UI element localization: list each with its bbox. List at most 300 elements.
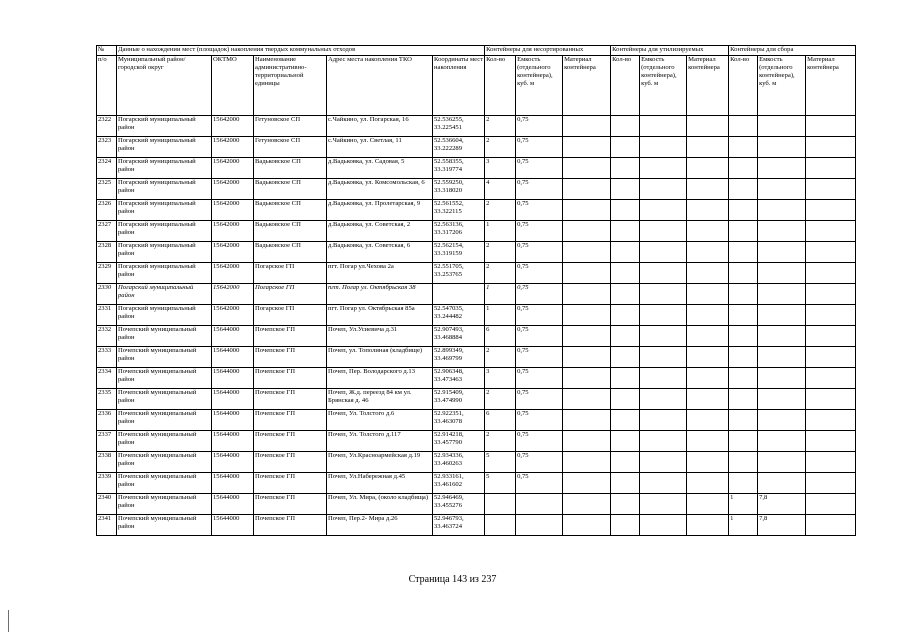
recyclable-count xyxy=(611,263,640,284)
unit-cell: Почепское ГП xyxy=(254,473,327,494)
collection-count xyxy=(729,158,758,179)
row-number: 2341 xyxy=(97,515,117,536)
coords-cell: 52.558355, 33.319774 xyxy=(433,158,485,179)
header-num: № xyxy=(97,46,117,56)
coords-cell: 52.563136, 33.317206 xyxy=(433,221,485,242)
recyclable-material xyxy=(687,263,729,284)
oktmo-cell: 15644000 xyxy=(212,473,254,494)
header-cell: Емкость (отдельного контейнера), куб. м xyxy=(758,56,806,116)
row-number: 2332 xyxy=(97,326,117,347)
collection-count xyxy=(729,263,758,284)
coords-cell: 52.914218, 33.457790 xyxy=(433,431,485,452)
collection-capacity: 7,8 xyxy=(758,494,806,515)
unsorted-count: 6 xyxy=(485,410,516,431)
row-number: 2337 xyxy=(97,431,117,452)
recyclable-material xyxy=(687,326,729,347)
recyclable-count xyxy=(611,347,640,368)
header-cell: Адрес места накопления ТКО xyxy=(327,56,433,116)
unit-cell: Вадьковское СП xyxy=(254,221,327,242)
recyclable-count xyxy=(611,326,640,347)
collection-material xyxy=(806,242,856,263)
collection-material xyxy=(806,347,856,368)
collection-capacity xyxy=(758,242,806,263)
recyclable-capacity xyxy=(640,179,687,200)
row-number: 2326 xyxy=(97,200,117,221)
row-number: 2331 xyxy=(97,305,117,326)
header-cell: Кол-во xyxy=(611,56,640,116)
unsorted-count: 2 xyxy=(485,242,516,263)
row-number: 2330 xyxy=(97,284,117,305)
district-cell: Почепский муниципальный район xyxy=(117,410,212,431)
collection-count xyxy=(729,116,758,137)
coords-cell: 52.934336, 33.460263 xyxy=(433,452,485,473)
table-row xyxy=(97,410,856,431)
collection-capacity xyxy=(758,179,806,200)
table-row xyxy=(97,179,856,200)
coords-cell: 52.551705, 33.253765 xyxy=(433,263,485,284)
collection-material xyxy=(806,368,856,389)
unsorted-count: 2 xyxy=(485,431,516,452)
collection-material xyxy=(806,431,856,452)
collection-count: 1 xyxy=(729,494,758,515)
unit-cell: Вадьковское СП xyxy=(254,242,327,263)
recyclable-material xyxy=(687,389,729,410)
recyclable-capacity xyxy=(640,221,687,242)
address-cell: пгт. Погар ул. Октябрьская 85а xyxy=(327,305,433,326)
oktmo-cell: 15642000 xyxy=(212,137,254,158)
header-cell: Кол-во xyxy=(729,56,758,116)
recyclable-material xyxy=(687,200,729,221)
recyclable-material xyxy=(687,116,729,137)
collection-count xyxy=(729,431,758,452)
unsorted-material xyxy=(563,389,611,410)
collection-count xyxy=(729,452,758,473)
address-cell: Почеп, Ул.Набережная д.45 xyxy=(327,473,433,494)
table-row xyxy=(97,368,856,389)
unsorted-capacity: 0,75 xyxy=(516,389,563,410)
unit-cell: Почепское ГП xyxy=(254,410,327,431)
collection-capacity xyxy=(758,326,806,347)
row-number: 2336 xyxy=(97,410,117,431)
header-cell: Муниципальный район/городской округ xyxy=(117,56,212,116)
row-number: 2323 xyxy=(97,137,117,158)
district-cell: Почепский муниципальный район xyxy=(117,326,212,347)
unsorted-capacity: 0,75 xyxy=(516,263,563,284)
header-cell: Материал контейнера xyxy=(806,56,856,116)
oktmo-cell: 15642000 xyxy=(212,263,254,284)
recyclable-capacity xyxy=(640,431,687,452)
recyclable-count xyxy=(611,200,640,221)
recyclable-material xyxy=(687,242,729,263)
recyclable-material xyxy=(687,137,729,158)
row-number: 2340 xyxy=(97,494,117,515)
district-cell: Погарский муниципальный район xyxy=(117,305,212,326)
address-cell: Почеп, Ул.Усиевича д.31 xyxy=(327,326,433,347)
address-cell: д.Вадьковка, ул. Советская, 2 xyxy=(327,221,433,242)
oktmo-cell: 15644000 xyxy=(212,452,254,473)
recyclable-capacity xyxy=(640,116,687,137)
unsorted-count: 2 xyxy=(485,389,516,410)
unsorted-capacity: 0,75 xyxy=(516,221,563,242)
unsorted-capacity: 0,75 xyxy=(516,452,563,473)
collection-count xyxy=(729,200,758,221)
unsorted-count: 5 xyxy=(485,473,516,494)
unsorted-capacity xyxy=(516,515,563,536)
unsorted-count: 2 xyxy=(485,137,516,158)
recyclable-material xyxy=(687,221,729,242)
coords-cell: 52.559250, 33.318020 xyxy=(433,179,485,200)
table-row xyxy=(97,431,856,452)
table-row xyxy=(97,263,856,284)
address-cell: с.Чайкино, ул. Погарская, 16 xyxy=(327,116,433,137)
unsorted-capacity: 0,75 xyxy=(516,200,563,221)
collection-capacity xyxy=(758,452,806,473)
table-row xyxy=(97,116,856,137)
collection-capacity xyxy=(758,410,806,431)
header-location-group: Данные о нахождении мест (площадок) накопления твердых коммунальных отходов xyxy=(117,46,485,56)
unit-cell: Гетуновское СП xyxy=(254,137,327,158)
footer-page-total: 237 xyxy=(481,574,497,585)
table-row xyxy=(97,494,856,515)
collection-count xyxy=(729,284,758,305)
district-cell: Почепский муниципальный район xyxy=(117,347,212,368)
collection-material xyxy=(806,179,856,200)
unit-cell: Почепское ГП xyxy=(254,389,327,410)
header-row-top xyxy=(97,46,856,56)
row-number: 2327 xyxy=(97,221,117,242)
unsorted-count: 1 xyxy=(485,284,516,305)
oktmo-cell: 15644000 xyxy=(212,368,254,389)
unsorted-count: 3 xyxy=(485,368,516,389)
collection-capacity xyxy=(758,137,806,158)
collection-capacity xyxy=(758,284,806,305)
unsorted-material xyxy=(563,347,611,368)
address-cell: пгт. Погар ул.Чехова 2а xyxy=(327,263,433,284)
recyclable-capacity xyxy=(640,263,687,284)
unit-cell: Почепское ГП xyxy=(254,347,327,368)
recyclable-capacity xyxy=(640,284,687,305)
collection-count xyxy=(729,368,758,389)
recyclable-count xyxy=(611,410,640,431)
unit-cell: Вадьковское СП xyxy=(254,158,327,179)
recyclable-material xyxy=(687,158,729,179)
oktmo-cell: 15644000 xyxy=(212,389,254,410)
table-row xyxy=(97,347,856,368)
coords-cell: 52.547035, 33.244482 xyxy=(433,305,485,326)
unsorted-count xyxy=(485,494,516,515)
row-number: 2324 xyxy=(97,158,117,179)
recyclable-count xyxy=(611,452,640,473)
recyclable-count xyxy=(611,431,640,452)
header-cell: п/о xyxy=(97,56,117,116)
recyclable-count xyxy=(611,494,640,515)
unsorted-count: 1 xyxy=(485,221,516,242)
collection-material xyxy=(806,263,856,284)
row-number: 2339 xyxy=(97,473,117,494)
footer-of-word: из xyxy=(469,574,479,585)
oktmo-cell: 15642000 xyxy=(212,221,254,242)
coords-cell: 52.906348, 33.473463 xyxy=(433,368,485,389)
unsorted-capacity: 0,75 xyxy=(516,137,563,158)
collection-capacity xyxy=(758,116,806,137)
header-cell: ОКТМО xyxy=(212,56,254,116)
oktmo-cell: 15642000 xyxy=(212,179,254,200)
table-row xyxy=(97,389,856,410)
recyclable-material xyxy=(687,284,729,305)
unit-cell: Вадьковское СП xyxy=(254,200,327,221)
recyclable-capacity xyxy=(640,305,687,326)
recyclable-capacity xyxy=(640,494,687,515)
collection-count xyxy=(729,221,758,242)
unit-cell: Погарское ГП xyxy=(254,284,327,305)
row-number: 2328 xyxy=(97,242,117,263)
oktmo-cell: 15644000 xyxy=(212,347,254,368)
unit-cell: Почепское ГП xyxy=(254,494,327,515)
unsorted-capacity: 0,75 xyxy=(516,326,563,347)
table-row xyxy=(97,221,856,242)
coords-cell: 52.907493, 33.468884 xyxy=(433,326,485,347)
coords-cell: 52.915409, 33.474990 xyxy=(433,389,485,410)
oktmo-cell: 15642000 xyxy=(212,158,254,179)
collection-capacity xyxy=(758,347,806,368)
unsorted-capacity: 0,75 xyxy=(516,347,563,368)
table-row xyxy=(97,515,856,536)
footer-page-number: 143 xyxy=(452,574,468,585)
coords-cell: 52.561552, 33.322115 xyxy=(433,200,485,221)
table-row xyxy=(97,473,856,494)
unsorted-count: 5 xyxy=(485,452,516,473)
recyclable-capacity xyxy=(640,200,687,221)
unit-cell: Почепское ГП xyxy=(254,368,327,389)
collection-material xyxy=(806,326,856,347)
coords-cell: 52.536604, 33.222289 xyxy=(433,137,485,158)
table-row xyxy=(97,305,856,326)
address-cell: Почеп, Ул. Толстого д.6 xyxy=(327,410,433,431)
recyclable-capacity xyxy=(640,347,687,368)
district-cell: Погарский муниципальный район xyxy=(117,179,212,200)
recyclable-count xyxy=(611,242,640,263)
coords-cell: 52.899349, 33.469799 xyxy=(433,347,485,368)
recyclable-count xyxy=(611,221,640,242)
table-row xyxy=(97,242,856,263)
collection-count xyxy=(729,347,758,368)
header-cell: Емкость (отдельного контейнера), куб. м xyxy=(640,56,687,116)
table-row xyxy=(97,326,856,347)
recyclable-capacity xyxy=(640,242,687,263)
collection-capacity xyxy=(758,263,806,284)
recyclable-material xyxy=(687,368,729,389)
district-cell: Почепский муниципальный район xyxy=(117,452,212,473)
district-cell: Погарский муниципальный район xyxy=(117,263,212,284)
recyclable-material xyxy=(687,515,729,536)
address-cell: д.Вадьковка, ул. Советская, 6 xyxy=(327,242,433,263)
header-cell: Емкость (отдельного контейнера), куб. м xyxy=(516,56,563,116)
collection-count xyxy=(729,242,758,263)
unsorted-material xyxy=(563,179,611,200)
address-cell: Почеп, Пер.2- Мира д.26 xyxy=(327,515,433,536)
unsorted-material xyxy=(563,368,611,389)
unsorted-count: 3 xyxy=(485,158,516,179)
row-number: 2335 xyxy=(97,389,117,410)
recyclable-capacity xyxy=(640,368,687,389)
unit-cell: Почепское ГП xyxy=(254,515,327,536)
header-cell: Кол-во xyxy=(485,56,516,116)
collection-material xyxy=(806,305,856,326)
collection-material xyxy=(806,452,856,473)
coords-cell: 52.922351, 33.463078 xyxy=(433,410,485,431)
unit-cell: Погарское ГП xyxy=(254,305,327,326)
oktmo-cell: 15642000 xyxy=(212,284,254,305)
unsorted-capacity: 0,75 xyxy=(516,179,563,200)
oktmo-cell: 15642000 xyxy=(212,305,254,326)
collection-material xyxy=(806,158,856,179)
unsorted-count: 1 xyxy=(485,305,516,326)
collection-capacity xyxy=(758,389,806,410)
unsorted-material xyxy=(563,473,611,494)
address-cell: д.Вадьковка, ул. Комсомольская, 6 xyxy=(327,179,433,200)
unsorted-material xyxy=(563,305,611,326)
coords-cell xyxy=(433,284,485,305)
page-footer xyxy=(0,574,905,585)
unsorted-material xyxy=(563,326,611,347)
header-cell: Наименование административно-территориальной единицы xyxy=(254,56,327,116)
collection-material xyxy=(806,389,856,410)
district-cell: Почепский муниципальный район xyxy=(117,431,212,452)
unit-cell: Почепское ГП xyxy=(254,431,327,452)
district-cell: Почепский муниципальный район xyxy=(117,368,212,389)
table-row xyxy=(97,284,856,305)
unsorted-material xyxy=(563,515,611,536)
recyclable-material xyxy=(687,431,729,452)
scan-edge-mark xyxy=(8,610,9,632)
unit-cell: Вадьковское СП xyxy=(254,179,327,200)
address-cell: д.Вадьковка, ул. Садовая, 5 xyxy=(327,158,433,179)
district-cell: Почепский муниципальный район xyxy=(117,389,212,410)
collection-material xyxy=(806,284,856,305)
unsorted-material xyxy=(563,200,611,221)
recyclable-material xyxy=(687,452,729,473)
collection-capacity xyxy=(758,473,806,494)
oktmo-cell: 15644000 xyxy=(212,494,254,515)
recyclable-count xyxy=(611,368,640,389)
header-group-collection: Контейнеры для сбора xyxy=(729,46,856,56)
address-cell: Почеп, Ул.Красноармейская д.19 xyxy=(327,452,433,473)
collection-count xyxy=(729,389,758,410)
recyclable-material xyxy=(687,473,729,494)
row-number: 2334 xyxy=(97,368,117,389)
unsorted-material xyxy=(563,263,611,284)
unsorted-material xyxy=(563,221,611,242)
recyclable-capacity xyxy=(640,473,687,494)
collection-count xyxy=(729,410,758,431)
district-cell: Погарский муниципальный район xyxy=(117,284,212,305)
unsorted-capacity: 0,75 xyxy=(516,284,563,305)
address-cell: д.Вадьковка, ул. Пролетарская, 9 xyxy=(327,200,433,221)
recyclable-material xyxy=(687,305,729,326)
unit-cell: Гетуновское СП xyxy=(254,116,327,137)
unsorted-count: 4 xyxy=(485,179,516,200)
unsorted-count: 2 xyxy=(485,347,516,368)
row-number: 2325 xyxy=(97,179,117,200)
collection-capacity xyxy=(758,221,806,242)
district-cell: Погарский муниципальный район xyxy=(117,242,212,263)
unsorted-capacity: 0,75 xyxy=(516,116,563,137)
address-cell: Почеп, Пер. Володарского д.13 xyxy=(327,368,433,389)
recyclable-material xyxy=(687,179,729,200)
collection-count xyxy=(729,305,758,326)
recyclable-material xyxy=(687,494,729,515)
row-number: 2322 xyxy=(97,116,117,137)
unsorted-count: 2 xyxy=(485,116,516,137)
registry-rows xyxy=(97,116,856,536)
collection-capacity xyxy=(758,305,806,326)
header-group-unsorted: Контейнеры для несортированных xyxy=(485,46,611,56)
district-cell: Погарский муниципальный район xyxy=(117,116,212,137)
table-row xyxy=(97,158,856,179)
header-cell: Материал контейнера xyxy=(563,56,611,116)
oktmo-cell: 15642000 xyxy=(212,242,254,263)
address-cell: Почеп, Ж.д. переезд 84 км ул. Брянская д. 46 xyxy=(327,389,433,410)
district-cell: Почепский муниципальный район xyxy=(117,473,212,494)
unsorted-capacity: 0,75 xyxy=(516,158,563,179)
coords-cell: 52.946469, 33.455276 xyxy=(433,494,485,515)
coords-cell: 52.536255, 33.225451 xyxy=(433,116,485,137)
registry-table xyxy=(96,45,856,536)
unit-cell: Почепское ГП xyxy=(254,452,327,473)
unsorted-material xyxy=(563,158,611,179)
collection-capacity xyxy=(758,368,806,389)
table-row xyxy=(97,452,856,473)
recyclable-count xyxy=(611,158,640,179)
oktmo-cell: 15644000 xyxy=(212,410,254,431)
collection-material xyxy=(806,200,856,221)
collection-count xyxy=(729,179,758,200)
unsorted-material xyxy=(563,284,611,305)
row-number: 2338 xyxy=(97,452,117,473)
recyclable-capacity xyxy=(640,452,687,473)
unsorted-count: 6 xyxy=(485,326,516,347)
recyclable-count xyxy=(611,284,640,305)
district-cell: Почепский муниципальный район xyxy=(117,515,212,536)
collection-material xyxy=(806,410,856,431)
recyclable-capacity xyxy=(640,389,687,410)
collection-material xyxy=(806,494,856,515)
oktmo-cell: 15644000 xyxy=(212,515,254,536)
unsorted-count: 2 xyxy=(485,263,516,284)
unsorted-capacity: 0,75 xyxy=(516,410,563,431)
oktmo-cell: 15642000 xyxy=(212,200,254,221)
collection-material xyxy=(806,515,856,536)
unsorted-count xyxy=(485,515,516,536)
unsorted-capacity: 0,75 xyxy=(516,242,563,263)
oktmo-cell: 15644000 xyxy=(212,326,254,347)
header-cell: Координаты мест накопления xyxy=(433,56,485,116)
unsorted-capacity: 0,75 xyxy=(516,368,563,389)
unsorted-capacity: 0,75 xyxy=(516,305,563,326)
coords-cell: 52.562154, 33.319159 xyxy=(433,242,485,263)
recyclable-capacity xyxy=(640,326,687,347)
coords-cell: 52.933161, 33.461602 xyxy=(433,473,485,494)
row-number: 2333 xyxy=(97,347,117,368)
unsorted-material xyxy=(563,452,611,473)
recyclable-count xyxy=(611,473,640,494)
header-cell: Материал контейнера xyxy=(687,56,729,116)
table-row xyxy=(97,200,856,221)
collection-count xyxy=(729,326,758,347)
recyclable-count xyxy=(611,116,640,137)
district-cell: Почепский муниципальный район xyxy=(117,494,212,515)
unsorted-count: 2 xyxy=(485,200,516,221)
